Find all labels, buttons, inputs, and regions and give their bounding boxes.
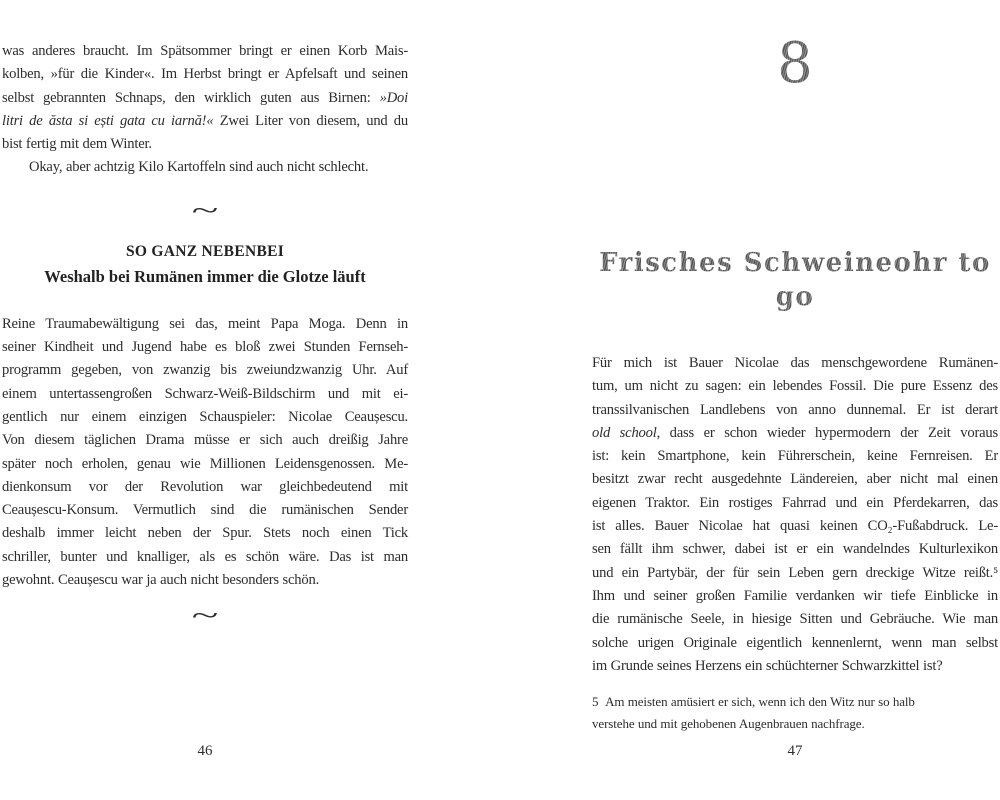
text-line: tum, um nicht zu sagen: ein lebendes Fossil. Die pure Essenz des	[592, 378, 998, 395]
text-line: 5 Am meisten amüsiert er sich, wenn ich den Witz nur so halb	[592, 694, 915, 710]
text-line: solche urigen Originale eigentlich kennenlernt, wenn man selbst	[592, 634, 998, 651]
text-line: und ein Partybär, der für sein Leben gern dreckige Witze reißt.⁵	[592, 564, 998, 581]
chapter-title: Frisches Schweineohr to go	[592, 246, 998, 314]
text-line: einem untertassengroßen Schwarz-Weiß-Bildschirm und mit ei-	[2, 385, 408, 402]
text-line: Okay, aber achtzig Kilo Kartoffeln sind auch nicht schlecht.	[29, 159, 369, 176]
text-line: später noch erholen, genau wie Millionen Leidensgenossen. Me-	[2, 455, 408, 472]
paragraph	[2, 40, 408, 156]
left-page	[2, 40, 408, 631]
right-page	[592, 30, 998, 734]
text-line: ist: kein Smartphone, kein Führerschein, keine Fernreisen. Er	[592, 448, 998, 465]
text-line: selbst gebrannten Schnaps, den wirklich guten aus Birnen: »Doi	[2, 89, 408, 106]
text-line: schriller, bunter und knalliger, als es schön wäre. Das ist man	[2, 548, 408, 565]
text-line: Für mich ist Bauer Nicolae das menschgewordene Rumänen-	[592, 355, 998, 371]
page-number-left: 46	[197, 743, 213, 759]
text-line: eigenen Traktor. Ein rostiges Fahrrad und ein Pferdekarren, das	[592, 494, 998, 511]
text-line: litri de ăsta si ești gata cu iarnă!« Zwei Liter von diesem, und du	[2, 112, 408, 129]
text-line: gewohnt. Ceaușescu war ja auch nicht besonders schön.	[2, 572, 320, 589]
text-line: old school, dass er schon wieder hypermodern der Zeit voraus	[592, 424, 998, 441]
paragraph	[592, 352, 998, 678]
section-kicker: SO GANZ NEBENBEI	[125, 242, 285, 260]
tilde-glyph: ~	[191, 601, 219, 631]
chapter-number: 8	[592, 36, 998, 92]
text-line: kolben, »für die Kinder«. Im Herbst bringt er Apfelsaft und seinen	[2, 66, 408, 83]
text-line: ist alles. Bauer Nicolae hat quasi keinen CO₂-Fußabdruck. Le-	[592, 518, 998, 535]
text-line: gentlich nur einem einzigen Schauspieler: Nicolae Ceaușescu.	[2, 408, 408, 425]
text-line: programm gegeben, von zwanzig bis zweiundzwanzig Uhr. Auf	[2, 362, 408, 379]
text-line: transsilvanischen Landlebens von anno dunnemal. Er ist derart	[592, 401, 998, 418]
text-line: sen fällt ihm schwer, dabei ist er ein wandelndes Kulturlexikon	[592, 541, 998, 558]
section-title: Weshalb bei Rumänen immer die Glotze läuft	[44, 266, 366, 286]
tilde-glyph: ~	[191, 195, 219, 225]
text-line: was anderes braucht. Im Spätsommer bringt er einen Korb Mais-	[2, 43, 408, 59]
text-line: seiner Kindheit und Jugend habe es bloß zwei Stunden Fernseh-	[2, 339, 408, 356]
paragraph	[2, 313, 408, 593]
text-line: im Grunde seines Herzens ein schüchterner Schwarzkittel ist?	[592, 657, 943, 674]
footnote	[592, 691, 998, 734]
tilde-ornament	[2, 196, 408, 226]
page-number-right: 47	[787, 743, 803, 759]
text-line: besitzt zwar recht ausgedehnte Ländereien, aber nicht mal einen	[592, 471, 998, 488]
text-line: dienkonsum vor der Revolution war gleichbedeutend mit	[2, 478, 408, 495]
text-line: Reine Traumabewältigung sei das, meint Papa Moga. Denn in	[2, 315, 408, 332]
text-line: die rumänische Seele, in hiesige Sitten und Gebräuche. Wie man	[592, 611, 998, 628]
paragraph	[2, 156, 408, 179]
text-line: Ceaușescu-Konsum. Vermutlich sind die rumänischen Sender	[2, 502, 408, 519]
text-line: verstehe und mit gehobenen Augenbrauen nachfrage.	[592, 715, 865, 731]
tilde-ornament	[2, 601, 408, 631]
text-line: deshalb immer leicht neben der Spur. Stets noch einen Tick	[2, 525, 408, 542]
text-line: Ihm und seiner großen Familie verdanken wir tiefe Einblicke in	[592, 587, 998, 604]
text-line: bist fertig mit dem Winter.	[2, 136, 152, 153]
text-line: Von diesem täglichen Drama müsse er sich auch dreißig Jahre	[2, 432, 408, 449]
